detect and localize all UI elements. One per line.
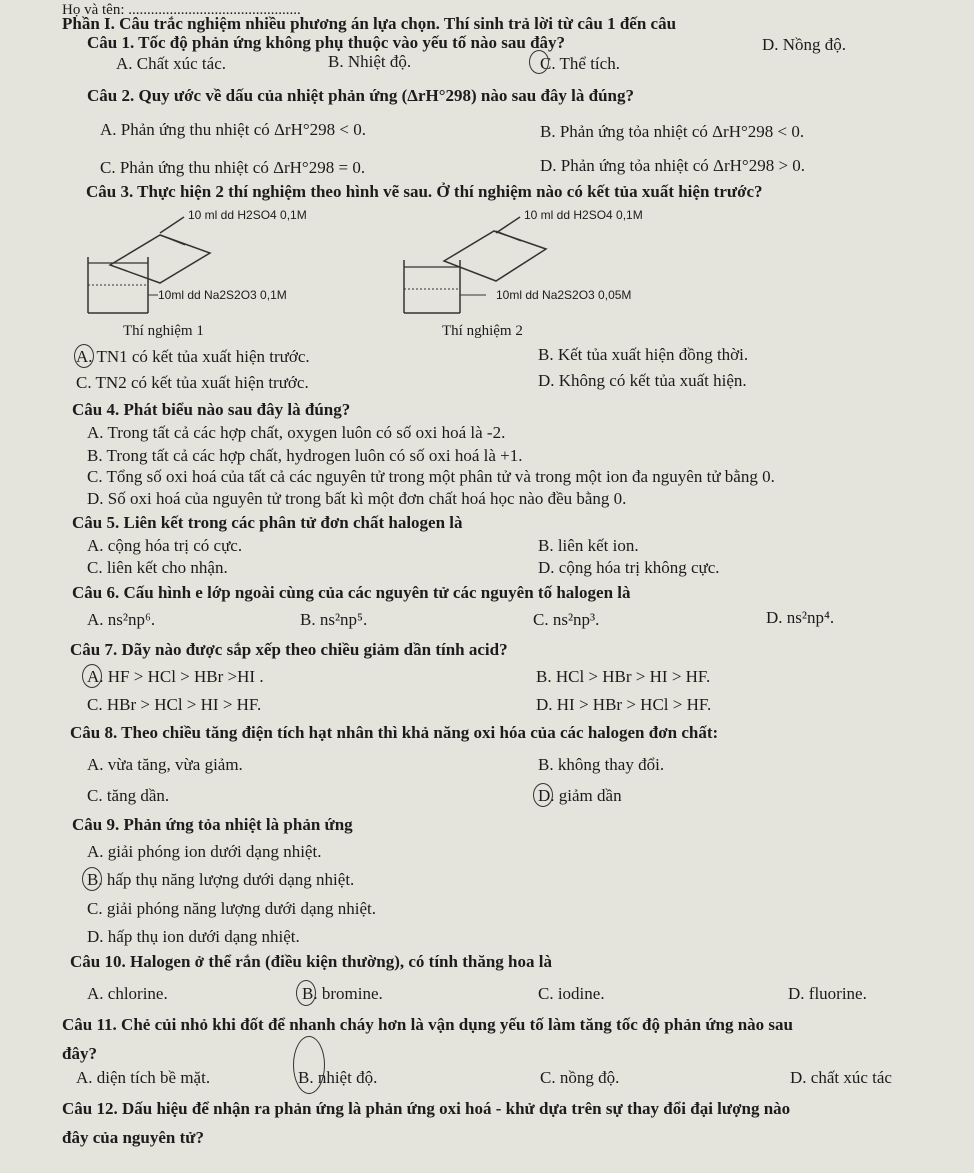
experiment-1-top-label: 10 ml dd H2SO4 0,1M xyxy=(188,208,307,222)
q5-option-d[interactable]: D. cộng hóa trị không cực. xyxy=(538,558,720,577)
q3-option-a[interactable]: A. TN1 có kết tủa xuất hiện trước. xyxy=(76,347,310,366)
q1-option-b[interactable]: B. Nhiệt độ. xyxy=(328,52,412,71)
q2-option-d[interactable]: D. Phản ứng tỏa nhiệt có ΔrH°298 > 0. xyxy=(540,156,806,175)
q3-option-c[interactable]: C. TN2 có kết tủa xuất hiện trước. xyxy=(76,373,309,392)
q6-stem: Câu 6. Cấu hình e lớp ngoài cùng của các nguyên tử các nguyên tố halogen là xyxy=(72,583,631,602)
q9-option-d[interactable]: D. hấp thụ ion dưới dạng nhiệt. xyxy=(87,927,300,946)
q10-stem: Câu 10. Halogen ở thể rắn (điều kiện thường), có tính thăng hoa là xyxy=(70,952,552,971)
q11-stem-continued: đây? xyxy=(62,1044,97,1063)
q1-stem: Câu 1. Tốc độ phản ứng không phụ thuộc vào yếu tố nào sau đây? xyxy=(87,33,566,52)
q6-option-c[interactable]: C. ns²np³. xyxy=(533,610,600,629)
experiment-2-bottom-label: 10ml dd Na2S2O3 0,05M xyxy=(496,288,632,302)
answer-mark-q9 xyxy=(82,867,102,891)
q1-option-a[interactable]: A. Chất xúc tác. xyxy=(116,54,226,73)
part-title: Phần I. Câu trắc nghiệm nhiều phương án lựa chọn. Thí sinh trả lời từ câu 1 đến câu xyxy=(62,14,677,33)
answer-mark-q8 xyxy=(533,783,553,807)
q10-option-a[interactable]: A. chlorine. xyxy=(87,984,168,1003)
q6-option-d[interactable]: D. ns²np⁴. xyxy=(766,608,835,627)
q9-option-b[interactable]: B. hấp thụ năng lượng dưới dạng nhiệt. xyxy=(87,870,355,889)
q4-option-d[interactable]: D. Số oxi hoá của nguyên tử trong bất kì một đơn chất hoá học nào đều bằng 0. xyxy=(87,489,627,508)
q7-option-b[interactable]: B. HCl > HBr > HI > HF. xyxy=(536,667,711,686)
q4-stem: Câu 4. Phát biểu nào sau đây là đúng? xyxy=(72,400,351,419)
q4-option-c[interactable]: C. Tổng số oxi hoá của tất cả các nguyên tử trong một phân tử và trong một ion đa nguyên tử bằng 0. xyxy=(87,467,775,486)
q11-stem: Câu 11. Chẻ củi nhỏ khi đốt để nhanh cháy hơn là vận dụng yếu tố làm tăng tốc độ phản ứng nào sau xyxy=(62,1015,793,1034)
experiment-2-figure xyxy=(396,205,626,330)
experiment-1-figure xyxy=(80,205,310,330)
q11-option-c[interactable]: C. nồng độ. xyxy=(540,1068,620,1087)
q1-option-c[interactable]: C. Thể tích. xyxy=(540,54,620,73)
answer-mark-q11 xyxy=(293,1036,325,1094)
q2-option-b[interactable]: B. Phản ứng tỏa nhiệt có ΔrH°298 < 0. xyxy=(540,122,805,141)
q4-option-a[interactable]: A. Trong tất cả các hợp chất, oxygen luôn có số oxi hoá là -2. xyxy=(87,423,506,442)
q11-option-b[interactable]: B. nhiệt độ. xyxy=(298,1068,378,1087)
q7-stem: Câu 7. Dãy nào được sắp xếp theo chiều giảm dần tính acid? xyxy=(70,640,508,659)
q9-option-a[interactable]: A. giải phóng ion dưới dạng nhiệt. xyxy=(87,842,322,861)
q8-option-d[interactable]: D. giảm dần xyxy=(538,786,622,805)
q7-option-d[interactable]: D. HI > HBr > HCl > HF. xyxy=(536,695,712,714)
q2-option-a[interactable]: A. Phản ứng thu nhiệt có ΔrH°298 < 0. xyxy=(100,120,367,139)
answer-mark-q7 xyxy=(82,664,102,688)
q1-option-d[interactable]: D. Nồng độ. xyxy=(762,35,847,54)
q8-option-b[interactable]: B. không thay đổi. xyxy=(538,755,665,774)
q5-stem: Câu 5. Liên kết trong các phân tử đơn chất halogen là xyxy=(72,513,463,532)
q8-option-c[interactable]: C. tăng dần. xyxy=(87,786,170,805)
answer-mark-q3 xyxy=(74,344,94,368)
experiment-2-top-label: 10 ml dd H2SO4 0,1M xyxy=(524,208,643,222)
q8-option-a[interactable]: A. vừa tăng, vừa giảm. xyxy=(87,755,243,774)
q6-option-b[interactable]: B. ns²np⁵. xyxy=(300,610,368,629)
q3-option-b[interactable]: B. Kết tủa xuất hiện đồng thời. xyxy=(538,345,749,364)
q9-stem: Câu 9. Phản ứng tỏa nhiệt là phản ứng xyxy=(72,815,353,834)
experiment-1-bottom-label: 10ml dd Na2S2O3 0,1M xyxy=(158,288,287,302)
q12-stem-continued: đây của nguyên tử? xyxy=(62,1128,204,1147)
q7-option-c[interactable]: C. HBr > HCl > HI > HF. xyxy=(87,695,262,714)
q9-option-c[interactable]: C. giải phóng năng lượng dưới dạng nhiệt. xyxy=(87,899,377,918)
q5-option-c[interactable]: C. liên kết cho nhận. xyxy=(87,558,228,577)
q3-option-d[interactable]: D. Không có kết tủa xuất hiện. xyxy=(538,371,747,390)
answer-mark-q1 xyxy=(529,50,549,74)
answer-mark-q10 xyxy=(296,980,316,1006)
q8-stem: Câu 8. Theo chiều tăng điện tích hạt nhân thì khả năng oxi hóa của các halogen đơn chất: xyxy=(70,723,719,742)
q10-option-c[interactable]: C. iodine. xyxy=(538,984,605,1003)
q11-option-d[interactable]: D. chất xúc tác xyxy=(790,1068,892,1087)
q4-option-b[interactable]: B. Trong tất cả các hợp chất, hydrogen luôn có số oxi hoá là +1. xyxy=(87,446,523,465)
q12-stem: Câu 12. Dấu hiệu để nhận ra phản ứng là phản ứng oxi hoá - khử dựa trên sự thay đổi đại lượng nào xyxy=(62,1099,791,1118)
experiment-1-caption: Thí nghiệm 1 xyxy=(123,323,204,339)
q5-option-b[interactable]: B. liên kết ion. xyxy=(538,536,639,555)
experiment-2-caption: Thí nghiệm 2 xyxy=(442,323,523,339)
q7-option-a[interactable]: A. HF > HCl > HBr >HI . xyxy=(87,667,264,686)
q2-stem: Câu 2. Quy ước về dấu của nhiệt phản ứng (ΔrH°298) nào sau đây là đúng? xyxy=(87,86,634,105)
q6-option-a[interactable]: A. ns²np⁶. xyxy=(87,610,156,629)
q11-option-a[interactable]: A. diện tích bề mặt. xyxy=(76,1068,211,1087)
name-line: Họ và tên: .............................................. xyxy=(62,2,301,18)
q10-option-b[interactable]: B. bromine. xyxy=(302,984,383,1003)
q5-option-a[interactable]: A. cộng hóa trị có cực. xyxy=(87,536,243,555)
q2-option-c[interactable]: C. Phản ứng thu nhiệt có ΔrH°298 = 0. xyxy=(100,158,366,177)
q3-stem: Câu 3. Thực hiện 2 thí nghiệm theo hình vẽ sau. Ở thí nghiệm nào có kết tủa xuất hiện trước? xyxy=(86,182,763,201)
q10-option-d[interactable]: D. fluorine. xyxy=(788,984,867,1003)
